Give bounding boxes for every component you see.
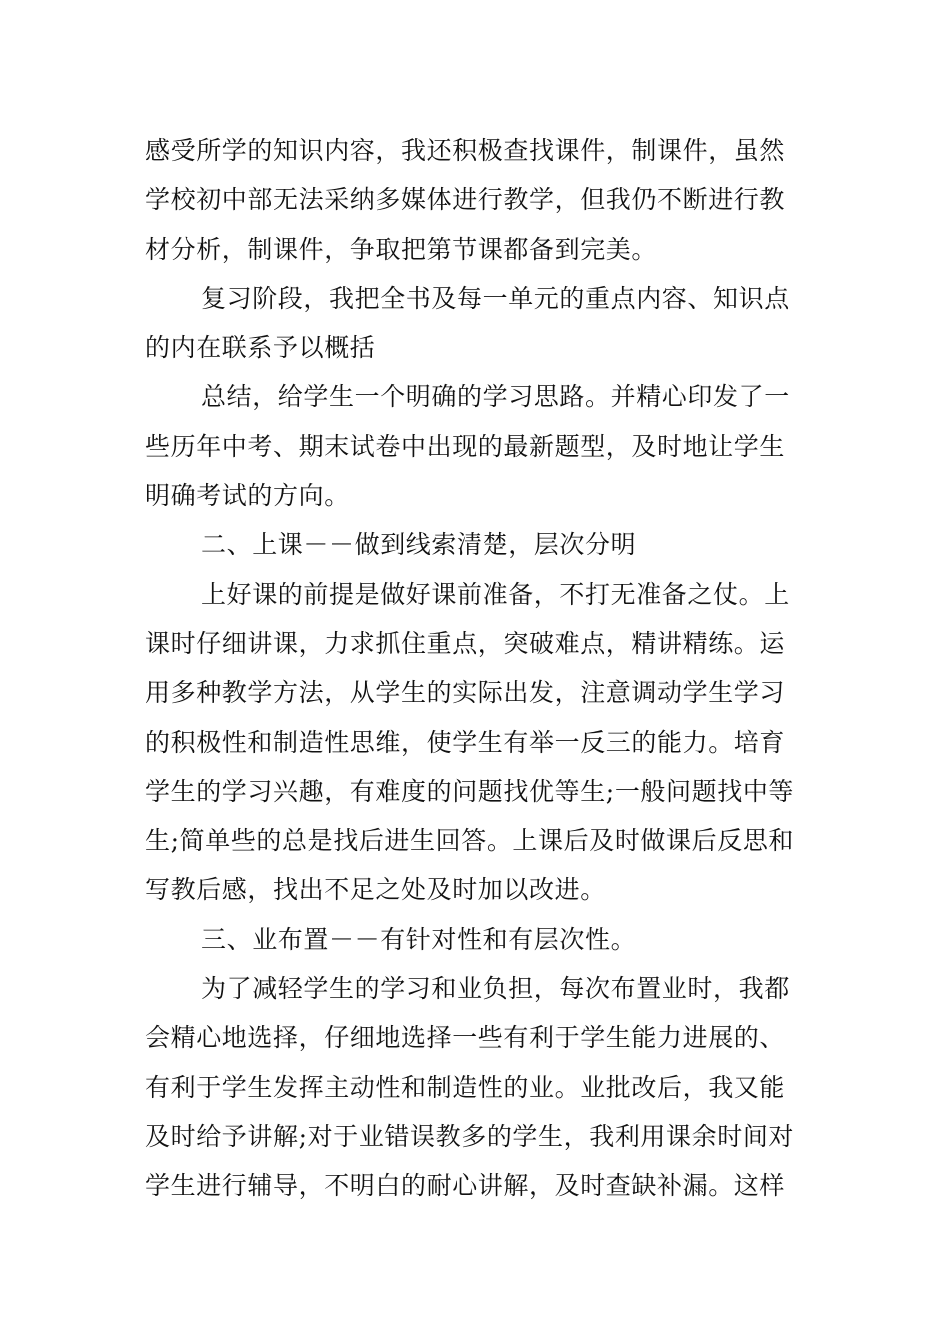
text-line: 的内在联系予以概括 [145, 333, 376, 363]
text-line: 及时给予讲解;对于业错误教多的学生，我利用课余时间对 [145, 1121, 795, 1151]
text-line: 写教后感，找出不足之处及时加以改进。 [145, 875, 606, 905]
text-line: 有利于学生发挥主动性和制造性的业。业批改后，我又能 [145, 1072, 786, 1102]
text-line: 课时仔细讲课，力求抓住重点，突破难点，精讲精练。运 [145, 628, 786, 658]
document-body [145, 126, 810, 1211]
text-line: 些历年中考、期末试卷中出现的最新题型，及时地让学生 [145, 431, 786, 461]
text-line: 学校初中部无法采纳多媒体进行教学，但我仍不断进行教 [145, 185, 786, 215]
text-line: 的积极性和制造性思维，使学生有举一反三的能力。培育 [145, 727, 786, 757]
text-line: 总结，给学生一个明确的学习思路。并精心印发了一 [201, 382, 790, 412]
text-line: 生;简单些的总是找后进生回答。上课后及时做课后反思和 [145, 826, 795, 856]
text-line: 学生的学习兴趣，有难度的问题找优等生;一般问题找中等 [145, 776, 795, 806]
text-line: 上好课的前提是做好课前准备，不打无准备之仗。上 [201, 579, 790, 609]
text-line: 学生进行辅导，不明白的耐心讲解，及时查缺补漏。这样 [145, 1171, 786, 1201]
text-line: 二、上课－－做到线索清楚，层次分明 [201, 530, 637, 560]
text-line: 会精心地选择，仔细地选择一些有利于学生能力进展的、 [145, 1023, 786, 1053]
text-line: 复习阶段，我把全书及每一单元的重点内容、知识点 [201, 283, 790, 313]
text-line: 材分析，制课件，争取把第节课都备到完美。 [145, 234, 658, 264]
text-line: 为了减轻学生的学习和业负担，每次布置业时，我都 [201, 974, 790, 1004]
text-line: 感受所学的知识内容，我还积极查找课件，制课件，虽然 [145, 136, 786, 165]
text-line: 明确考试的方向。 [145, 481, 350, 511]
text-line: 用多种教学方法，从学生的实际出发，注意调动学生学习 [145, 678, 786, 708]
text-line: 三、业布置－－有针对性和有层次性。 [201, 924, 637, 954]
